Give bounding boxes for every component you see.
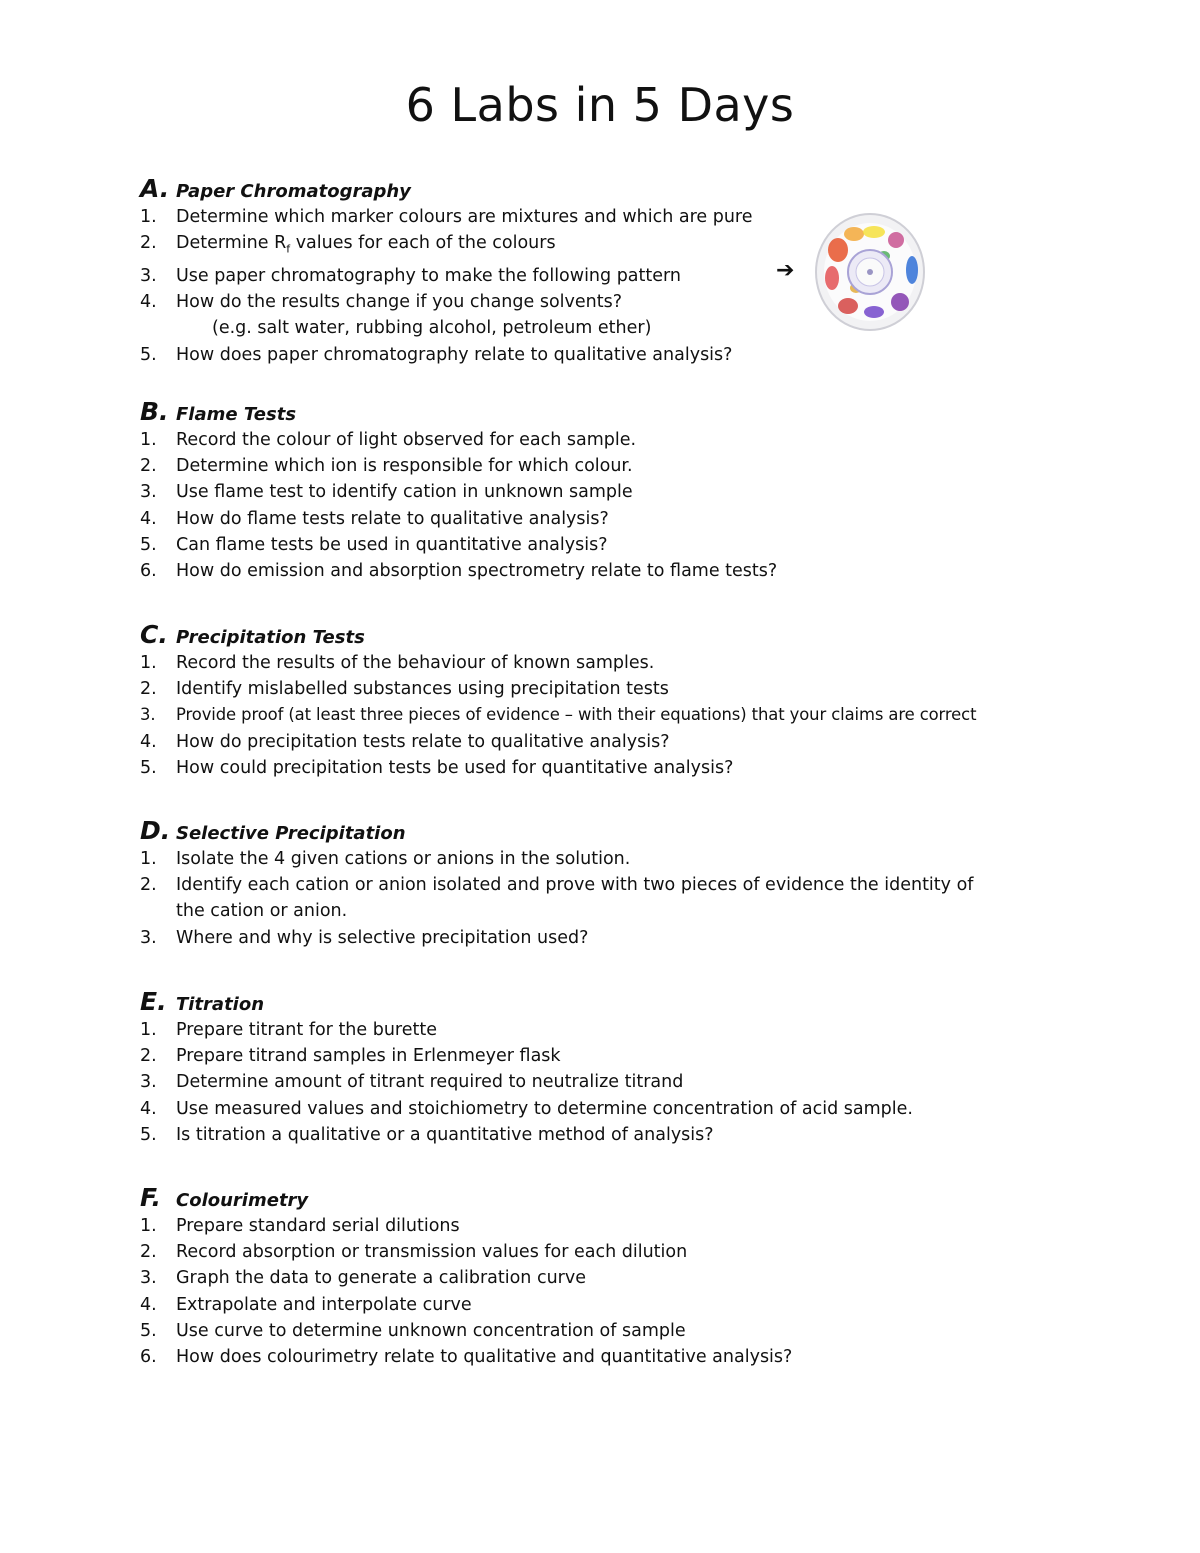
item-text: values for each of the colours (290, 233, 556, 254)
list-item (140, 532, 1060, 558)
item-number: 5. (140, 1124, 157, 1145)
item-text: Determine which ion is responsible for which colour. (176, 456, 633, 477)
item-number: 2. (140, 456, 157, 477)
section-title: Flame Tests (176, 404, 297, 425)
chromatography-pattern-image (814, 212, 926, 332)
list-item (140, 1213, 1060, 1239)
item-number: 5. (140, 534, 157, 555)
item-text: Can flame tests be used in quantitative analysis? (176, 534, 608, 555)
list-item (140, 1043, 1060, 1069)
item-number: 1. (140, 430, 157, 450)
item-text: Identify each cation or anion isolated and prove with two pieces of evidence the identity of the cation or anion. (176, 875, 974, 922)
item-text: Prepare titrand samples in Erlenmeyer flask (176, 1046, 561, 1067)
section-precipitation-tests (140, 620, 1060, 781)
item-number: 3. (140, 265, 157, 286)
item-number: 3. (140, 927, 157, 948)
list-item (140, 1069, 1060, 1095)
item-number: 4. (140, 508, 157, 529)
section-heading (140, 174, 1060, 204)
item-text: How do the results change if you change solvents? (176, 292, 622, 313)
item-text: How do emission and absorption spectrometry relate to flame tests? (176, 561, 778, 582)
section-heading (140, 620, 1060, 650)
list-item (140, 676, 1060, 702)
section-letter: E. (140, 987, 167, 1016)
item-number: 4. (140, 731, 157, 752)
arrow-right-icon: ➔ (776, 258, 795, 283)
section-title: Colourimetry (176, 1190, 309, 1211)
list-item (140, 427, 1060, 453)
section-flame-tests (140, 397, 1060, 584)
item-text: How do flame tests relate to qualitative analysis? (176, 508, 609, 529)
item-text: Record absorption or transmission values for each dilution (176, 1242, 688, 1263)
section-selective-precipitation (140, 816, 1060, 951)
section-letter: B. (140, 397, 169, 426)
item-text: Determine R (176, 233, 287, 254)
item-number: 6. (140, 561, 157, 582)
item-text: Graph the data to generate a calibration curve (176, 1268, 586, 1289)
list-item (140, 846, 1060, 872)
item-text: Record the colour of light observed for each sample. (176, 430, 637, 450)
item-number: 3. (140, 705, 156, 725)
item-number: 6. (140, 1347, 157, 1368)
section-heading (140, 1183, 1060, 1213)
list-item (140, 1292, 1060, 1318)
item-text: Use curve to determine unknown concentration of sample (176, 1320, 686, 1341)
item-text: Record the results of the behaviour of known samples. (176, 653, 655, 673)
item-text: Prepare standard serial dilutions (176, 1216, 460, 1236)
item-number: 2. (140, 679, 157, 700)
list-item (140, 1096, 1060, 1122)
item-number: 1. (140, 207, 157, 227)
item-number: 2. (140, 233, 157, 254)
item-number: 5. (140, 344, 157, 365)
item-number: 4. (140, 1098, 157, 1119)
list-item (140, 342, 1060, 368)
item-text: Use paper chromatography to make the following pattern (176, 265, 681, 286)
section-letter: F. (140, 1183, 162, 1212)
item-number: 3. (140, 1268, 157, 1289)
item-number: 4. (140, 292, 157, 313)
item-text: Isolate the 4 given cations or anions in the solution. (176, 849, 631, 869)
list-item (140, 925, 1060, 951)
item-number: 2. (140, 1242, 157, 1263)
item-number: 3. (140, 482, 157, 503)
item-text: Prepare titrant for the burette (176, 1020, 437, 1040)
list-item (140, 702, 1060, 728)
list-item (140, 1344, 1060, 1370)
item-text: Where and why is selective precipitation used? (176, 927, 589, 948)
item-text: How does colourimetry relate to qualitative and quantitative analysis? (176, 1347, 793, 1368)
section-title: Selective Precipitation (176, 823, 406, 844)
item-text: Use measured values and stoichiometry to determine concentration of acid sample. (176, 1098, 913, 1119)
item-number: 2. (140, 1046, 157, 1067)
item-number: 1. (140, 1020, 157, 1040)
section-title: Titration (176, 994, 265, 1015)
list-item (140, 650, 1060, 676)
item-text: How do precipitation tests relate to qualitative analysis? (176, 731, 670, 752)
item-subline: (e.g. salt water, rubbing alcohol, petroleum ether) (212, 318, 652, 339)
list-item (140, 755, 1060, 781)
item-text: Extrapolate and interpolate curve (176, 1294, 472, 1315)
section-titration (140, 987, 1060, 1148)
section-letter: C. (140, 620, 168, 649)
item-number: 1. (140, 653, 157, 673)
section-title: Precipitation Tests (176, 627, 365, 648)
item-number: 5. (140, 757, 157, 778)
item-text: Provide proof (at least three pieces of evidence – with their equations) that your claims are correct (176, 705, 977, 725)
section-letter: D. (140, 816, 171, 845)
item-number: 1. (140, 849, 157, 869)
section-heading (140, 987, 1060, 1017)
list-item (140, 1122, 1060, 1148)
list-item (140, 1239, 1060, 1265)
item-text: Identify mislabelled substances using precipitation tests (176, 679, 669, 700)
list-item (140, 1318, 1060, 1344)
list-item (140, 729, 1060, 755)
section-heading (140, 397, 1060, 427)
list-item (140, 453, 1060, 479)
section-heading (140, 816, 1060, 846)
list-item (140, 1265, 1060, 1291)
item-text: How does paper chromatography relate to qualitative analysis? (176, 344, 733, 365)
section-colourimetry (140, 1183, 1060, 1370)
item-number: 3. (140, 1072, 157, 1093)
item-number: 4. (140, 1294, 157, 1315)
section-title: Paper Chromatography (176, 181, 411, 202)
section-letter: A. (140, 174, 170, 203)
page-title: 6 Labs in 5 Days (405, 78, 795, 132)
list-item (140, 506, 1060, 532)
item-text: Is titration a qualitative or a quantitative method of analysis? (176, 1124, 714, 1145)
list-item (140, 558, 1060, 584)
list-item (140, 872, 1006, 924)
item-text: How could precipitation tests be used for quantitative analysis? (176, 757, 734, 778)
list-item (140, 479, 1060, 505)
item-number: 5. (140, 1320, 157, 1341)
item-text: Determine amount of titrant required to neutralize titrand (176, 1072, 684, 1093)
item-text: Use flame test to identify cation in unknown sample (176, 482, 633, 503)
item-number: 1. (140, 1216, 157, 1236)
item-number: 2. (140, 875, 157, 896)
item-text: Determine which marker colours are mixtures and which are pure (176, 207, 753, 227)
list-item (140, 1017, 1060, 1043)
item-subscript: f (286, 242, 291, 256)
